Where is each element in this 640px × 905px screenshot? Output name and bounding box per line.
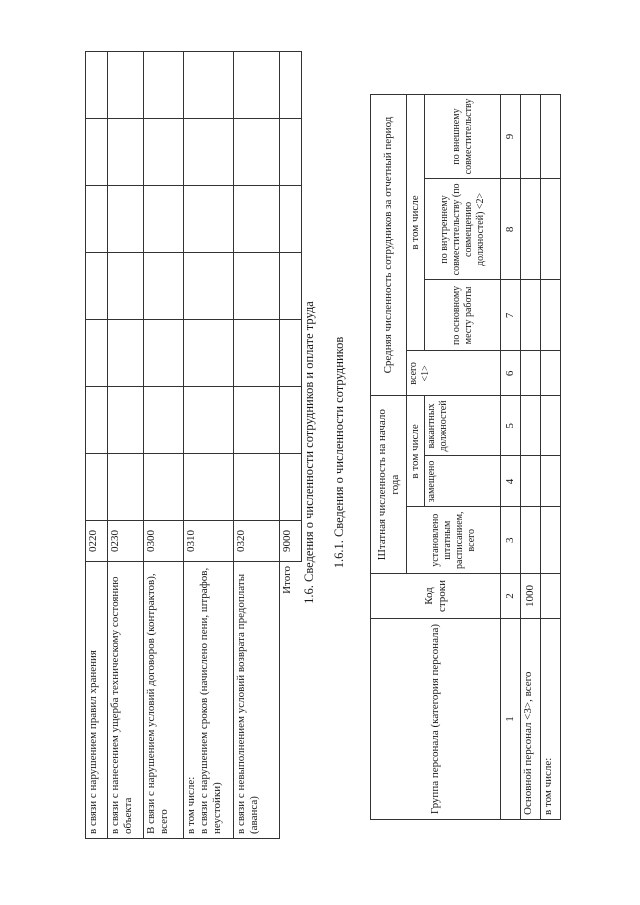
value-cell [108,387,144,454]
value-cell [234,253,280,320]
col-number: 7 [501,280,521,351]
value-cell [108,454,144,521]
value-cell [184,387,234,454]
row-code [541,574,561,619]
value-cell [234,119,280,186]
value-cell [541,351,561,396]
table-row [144,52,184,839]
total-label: Итого [280,562,302,839]
total-code: 9000 [280,521,302,562]
col-number: 4 [501,456,521,507]
row-code: 0300 [144,521,184,562]
header-row [371,94,407,819]
value-cell [184,253,234,320]
row-label: в связи с невыполнением условий возврата предоплаты (аванса) [234,562,280,839]
table-row [108,52,144,839]
value-cell [234,387,280,454]
row-code: 1000 [521,574,541,619]
value-cell [541,94,561,179]
value-cell [184,52,234,119]
table-row [234,52,280,839]
col-number: 8 [501,179,521,280]
value-cell [144,387,184,454]
row-label: в связи с нарушением правил хранения [86,562,108,839]
value-cell [280,186,302,253]
table-row [184,52,234,839]
avg-header: Средняя численность сотрудников за отчетный период [371,94,407,396]
avg-total-header: всего <1> [407,351,501,396]
value-cell [280,253,302,320]
value-cell [280,454,302,521]
value-cell [541,396,561,456]
value-cell [280,52,302,119]
avg-external-header: по внешнему совместительству [425,94,501,179]
value-cell [184,320,234,387]
row-code: 0220 [86,521,108,562]
staff-header: Штатная численность на начало года [371,396,407,574]
col-number: 5 [501,396,521,456]
col-number: 3 [501,507,521,574]
col-number: 2 [501,574,521,619]
total-row [280,52,302,839]
value-cell [144,320,184,387]
row-label: в связи с нанесением ущерба техническому состоянию объекта [108,562,144,839]
avg-internal-header: по внутреннему совместительству (по совмещению должностей) <2> [425,179,501,280]
value-cell [234,52,280,119]
value-cell [234,186,280,253]
value-cell [541,456,561,507]
value-cell [234,454,280,521]
value-cell [521,351,541,396]
value-cell [280,387,302,454]
avg-incl-header: в том числе [407,94,425,351]
staff-table [370,94,561,820]
value-cell [108,52,144,119]
row-label: В связи с нарушением условий договоров (контрактов), всего [144,562,184,839]
staff-filled-header: замещено [425,456,501,507]
col-number: 6 [501,351,521,396]
value-cell [86,119,108,186]
value-cell [541,507,561,574]
staff-vacant-header: вакантных должностей [425,396,501,456]
value-cell [521,280,541,351]
value-cell [144,454,184,521]
value-cell [521,396,541,456]
row-label: в том числе: в связи с нарушением сроков (начислено пени, штрафов, неустойки) [184,562,234,839]
upper-table [85,51,302,839]
row-code: 0320 [234,521,280,562]
value-cell [521,94,541,179]
value-cell [144,253,184,320]
row-label: Основной персонал <3>, всего [521,619,541,820]
group-header: Группа персонала (категория персонала) [371,619,501,820]
subsection-title: 1.6.1. Сведения о численности сотрудников [332,336,346,569]
value-cell [541,179,561,280]
value-cell [144,52,184,119]
row-code: 0230 [108,521,144,562]
value-cell [184,119,234,186]
value-cell [521,507,541,574]
staff-established-header: установлено штатным расписанием, всего [407,507,501,574]
value-cell [108,320,144,387]
row-label: в том числе: [541,619,561,820]
staff-incl-header: в том числе [407,396,425,507]
section-title: 1.6. Сведения о численности сотрудников и оплате труда [302,301,316,604]
value-cell [108,253,144,320]
code-header: Код строки [371,574,501,619]
value-cell [280,320,302,387]
col-number: 9 [501,94,521,179]
avg-main-header: по основному месту работы [425,280,501,351]
value-cell [108,119,144,186]
value-cell [184,454,234,521]
column-number-row [501,94,521,819]
value-cell [521,456,541,507]
value-cell [86,454,108,521]
table-row [541,94,561,819]
value-cell [86,320,108,387]
value-cell [86,52,108,119]
value-cell [144,119,184,186]
table-row [521,94,541,819]
value-cell [86,387,108,454]
table-row [86,52,108,839]
value-cell [144,186,184,253]
value-cell [234,320,280,387]
value-cell [184,186,234,253]
value-cell [86,186,108,253]
value-cell [86,253,108,320]
value-cell [280,119,302,186]
row-code: 0310 [184,521,234,562]
value-cell [521,179,541,280]
value-cell [541,280,561,351]
col-number: 1 [501,619,521,820]
value-cell [108,186,144,253]
